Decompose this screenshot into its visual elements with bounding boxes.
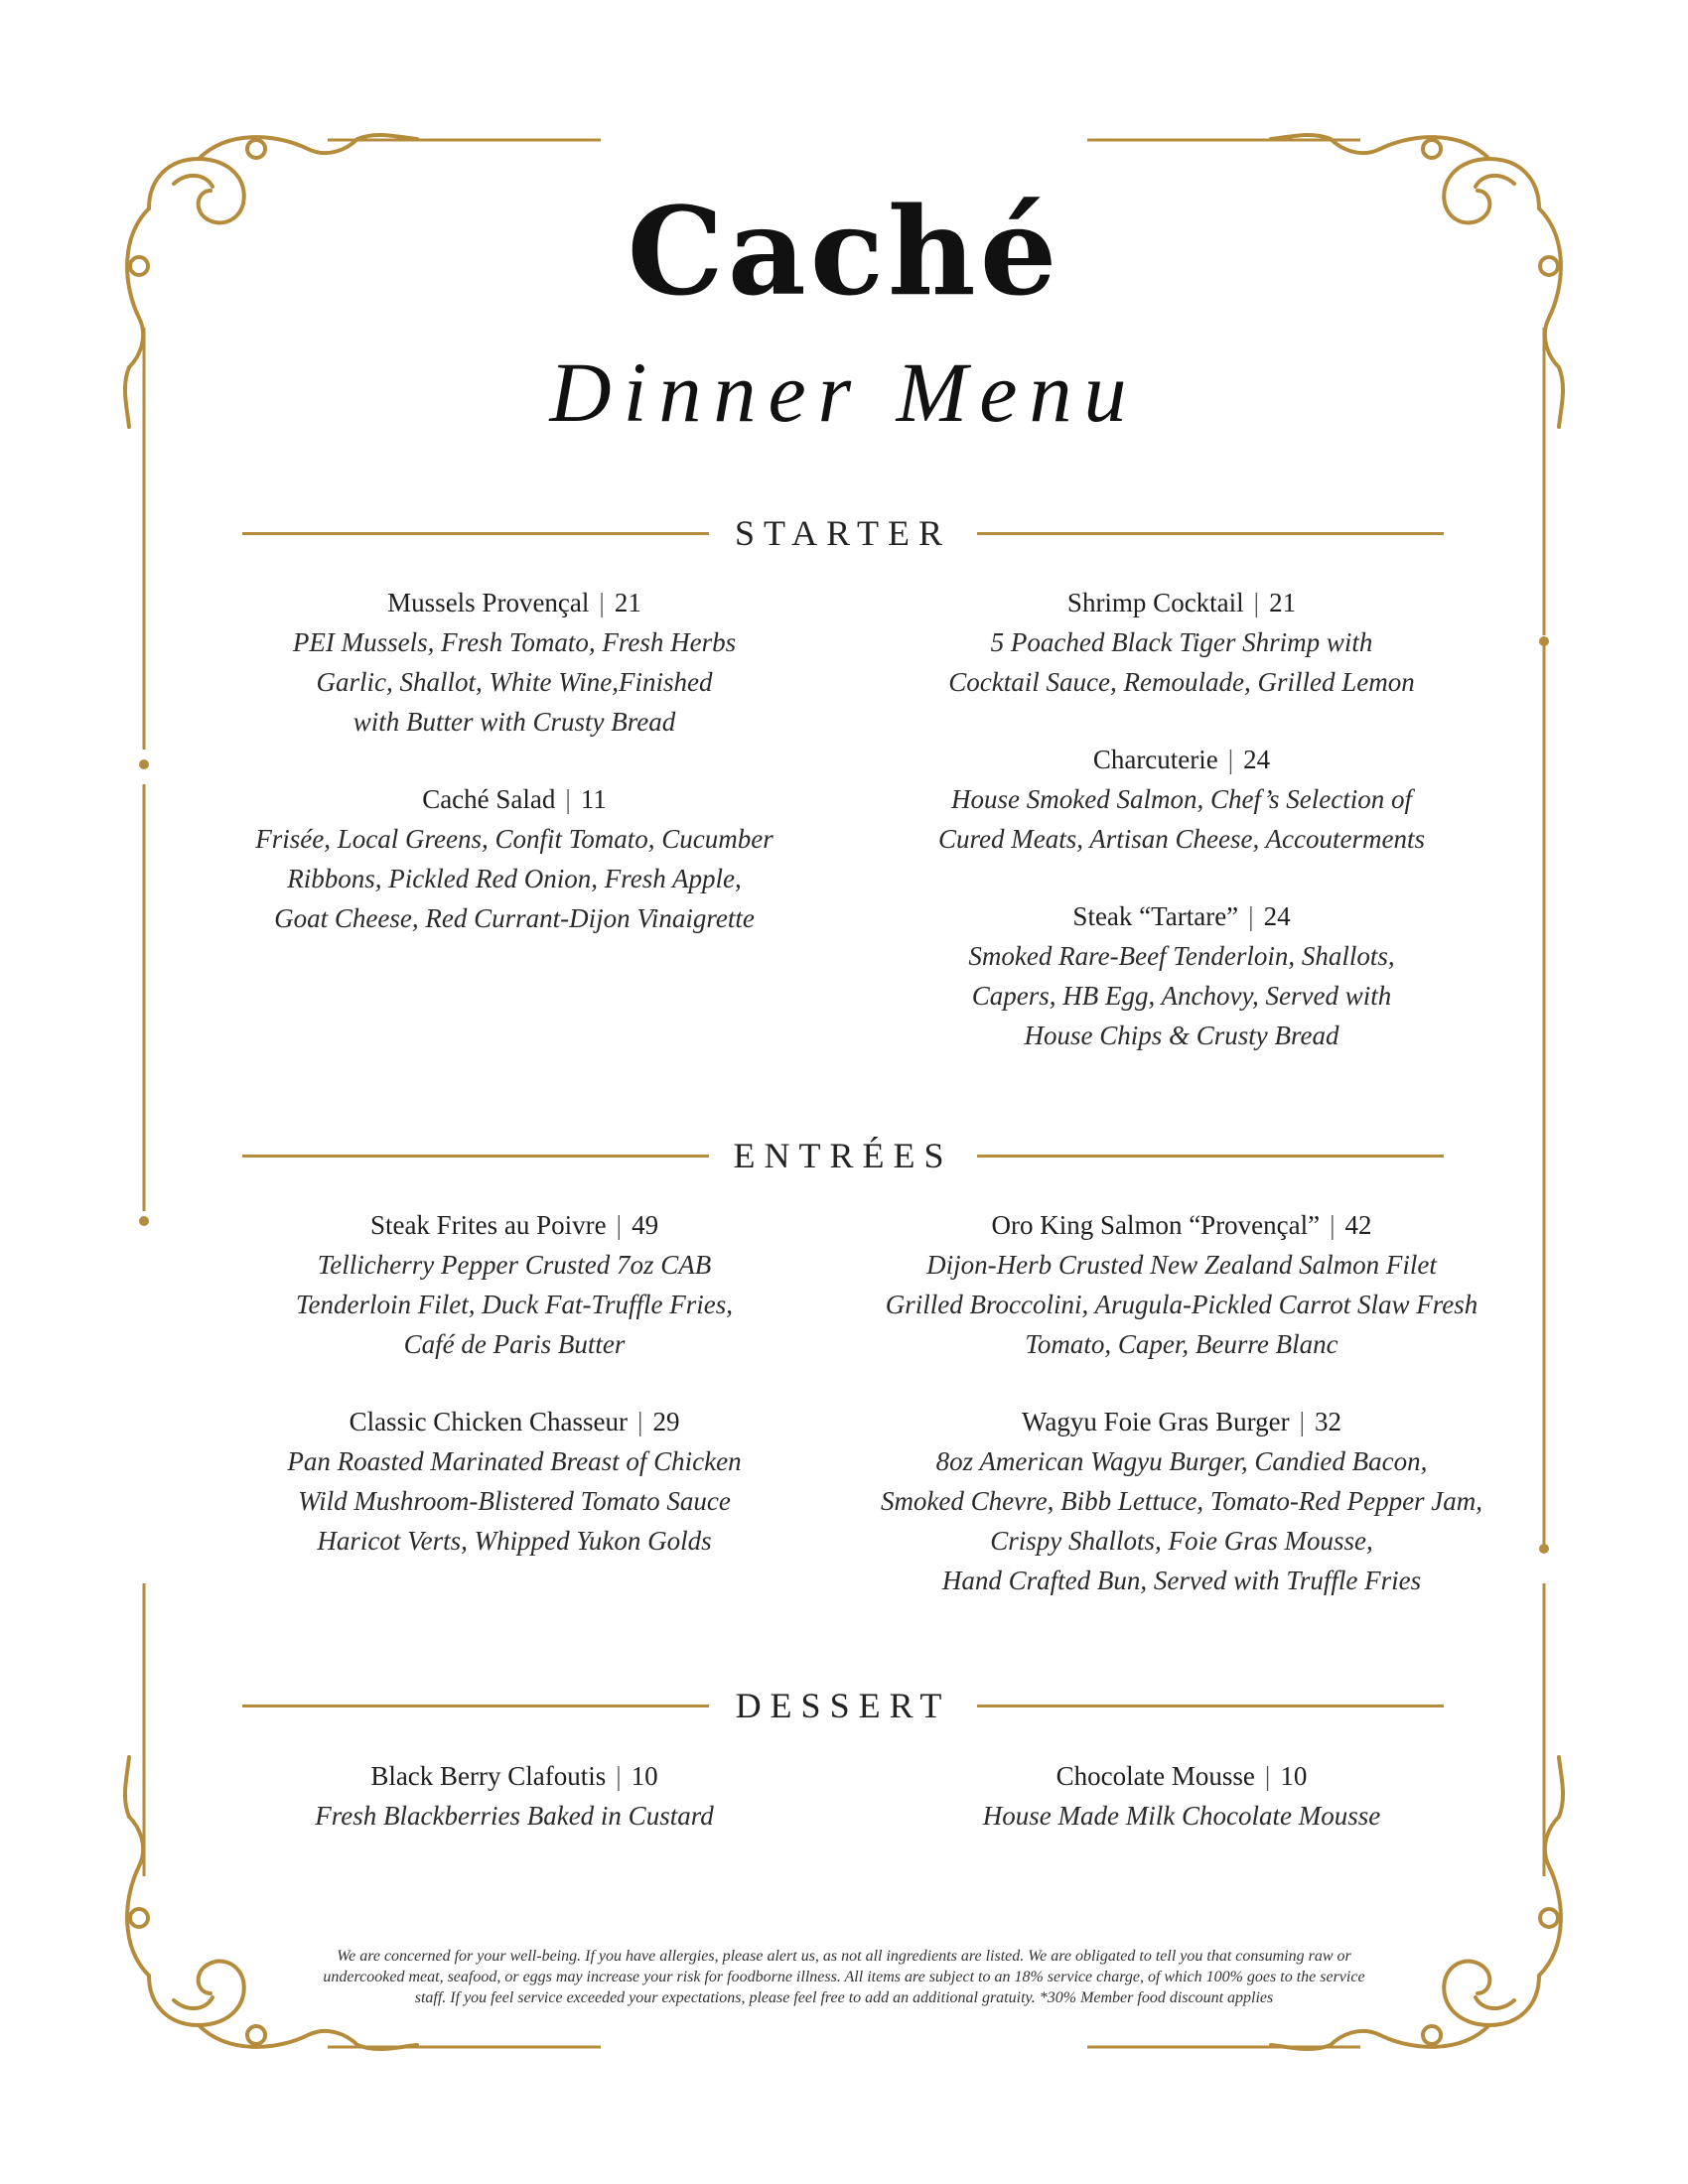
menu-item-description: Dijon-Herb Crusted New Zealand Salmon Filet (926, 1250, 1437, 1280)
menu-item-description: Smoked Rare-Beef Tenderloin, Shallots, (968, 941, 1395, 971)
menu-item-price: 21 (614, 588, 641, 617)
menu-item-description: Capers, HB Egg, Anchovy, Served with (971, 981, 1392, 1011)
menu-item-description: Tellicherry Pepper Crusted 7oz CAB (317, 1250, 712, 1280)
menu-item (834, 1402, 1529, 1600)
section-rule (242, 532, 709, 535)
menu-item-heading (834, 896, 1529, 936)
menu-item-description: Fresh Blackberries Baked in Custard (315, 1801, 714, 1831)
menu-item-name: Shrimp Cocktail (1066, 588, 1244, 617)
dessert-left-column (167, 1756, 862, 1873)
menu-item-description: Tomato, Caper, Beurre Blanc (1025, 1329, 1338, 1359)
menu-item-name: Caché Salad (422, 784, 556, 814)
menu-item-name: Wagyu Foie Gras Burger (1022, 1407, 1290, 1436)
menu-item-description: PEI Mussels, Fresh Tomato, Fresh Herbs (292, 627, 737, 657)
section-rule (977, 532, 1444, 535)
menu-item (834, 896, 1529, 1055)
price-separator: | (1227, 745, 1234, 774)
menu-item-name: Chocolate Mousse (1055, 1761, 1255, 1791)
menu-item-description: Hand Crafted Bun, Served with Truffle Fries (941, 1566, 1422, 1595)
menu-item-heading (167, 1205, 862, 1245)
price-separator: | (1330, 1210, 1336, 1240)
menu-item-price: 10 (1280, 1761, 1308, 1791)
price-separator: | (1248, 901, 1254, 931)
menu-item (167, 1402, 862, 1561)
menu-item-price: 42 (1344, 1210, 1372, 1240)
price-separator: | (1264, 1761, 1271, 1791)
section-title-starter: STARTER (735, 513, 951, 553)
menu-item-name: Steak “Tartare” (1072, 901, 1239, 931)
menu-item-description: Pan Roasted Marinated Breast of Chicken (287, 1446, 742, 1476)
menu-item-price: 24 (1243, 745, 1271, 774)
menu-item-description: Ribbons, Pickled Red Onion, Fresh Apple, (287, 864, 742, 893)
menu-item (167, 1756, 862, 1836)
menu-item-price: 49 (632, 1210, 659, 1240)
menu-item-description: Cocktail Sauce, Remoulade, Grilled Lemon (948, 667, 1415, 697)
menu-item-heading (167, 1402, 862, 1441)
menu-item-description: Goat Cheese, Red Currant-Dijon Vinaigrette (274, 903, 755, 933)
section-rule (977, 1705, 1444, 1707)
menu-item-description: 8oz American Wagyu Burger, Candied Bacon, (935, 1446, 1428, 1476)
menu-item-heading (834, 1402, 1529, 1441)
menu-item-name: Steak Frites au Poivre (369, 1210, 607, 1240)
menu-item (167, 583, 862, 742)
menu-item-description: Café de Paris Butter (403, 1329, 626, 1359)
menu-item-name: Black Berry Clafoutis (370, 1761, 607, 1791)
menu-item-description: Frisée, Local Greens, Confit Tomato, Cucumber (255, 824, 774, 854)
menu-subtitle: Dinner Menu (549, 344, 1139, 440)
menu-item (834, 583, 1529, 702)
menu-item (834, 740, 1529, 859)
section-header-entrees (242, 1134, 1444, 1177)
starter-right-column (834, 583, 1529, 1093)
menu-item (834, 1205, 1529, 1364)
price-separator: | (565, 784, 571, 814)
menu-item (167, 779, 862, 938)
price-separator: | (1253, 588, 1260, 617)
menu-item-price: 11 (580, 784, 607, 814)
section-header-starter (242, 511, 1444, 555)
section-rule (242, 1705, 709, 1707)
menu-item-heading (167, 779, 862, 819)
disclaimer-line: undercooked meat, seafood, or eggs may increase your risk for foodborne illness. All items are subject to an 18% service charge, of which 100% goes to the service (323, 1969, 1365, 1985)
menu-item-price: 32 (1314, 1407, 1341, 1436)
menu-item-name: Charcuterie (1092, 745, 1218, 774)
menu-item-heading (834, 740, 1529, 779)
menu-item-name: Oro King Salmon “Provençal” (991, 1210, 1321, 1240)
price-separator: | (599, 588, 605, 617)
starter-left-column (167, 583, 862, 976)
price-separator: | (637, 1407, 643, 1436)
menu-item-description: House Made Milk Chocolate Mousse (982, 1801, 1381, 1831)
restaurant-title: Caché (627, 180, 1061, 323)
menu-item-name: Mussels Provençal (387, 588, 590, 617)
price-separator: | (616, 1210, 623, 1240)
menu-item-price: 24 (1263, 901, 1291, 931)
menu-item-description: 5 Poached Black Tiger Shrimp with (990, 627, 1373, 657)
menu-item-price: 10 (631, 1761, 658, 1791)
menu-item-description: House Chips & Crusty Bread (1024, 1021, 1339, 1050)
menu-item-description: Tenderloin Filet, Duck Fat-Truffle Fries, (296, 1290, 733, 1319)
section-rule (977, 1155, 1444, 1158)
price-separator: | (616, 1761, 622, 1791)
dessert-right-column (834, 1756, 1529, 1873)
entrees-left-column (167, 1205, 862, 1598)
menu-item-heading (167, 583, 862, 622)
section-header-dessert (242, 1684, 1444, 1727)
entrees-right-column (834, 1205, 1529, 1638)
menu-item-description: Garlic, Shallot, White Wine,Finished (316, 667, 713, 697)
section-rule (242, 1155, 709, 1158)
menu-item-description: Smoked Chevre, Bibb Lettuce, Tomato-Red Pepper Jam, (880, 1486, 1483, 1516)
menu-item-heading (167, 1756, 862, 1796)
menu-item-description: Haricot Verts, Whipped Yukon Golds (317, 1526, 712, 1556)
menu-item-name: Classic Chicken Chasseur (349, 1407, 629, 1436)
menu-item (167, 1205, 862, 1364)
menu-item-heading (834, 1205, 1529, 1245)
price-separator: | (1299, 1407, 1305, 1436)
menu-item-description: Wild Mushroom-Blistered Tomato Sauce (298, 1486, 731, 1516)
menu-item-description: with Butter with Crusty Bread (352, 707, 676, 737)
disclaimer-line: We are concerned for your well-being. If you have allergies, please alert us, as not all ingredients are listed. We are obligated to tell you that consuming raw or (337, 1948, 1351, 1965)
menu-item-price: 29 (652, 1407, 680, 1436)
allergy-disclaimer (248, 1946, 1440, 2008)
menu-item-heading (834, 583, 1529, 622)
section-title-dessert: DESSERT (735, 1686, 951, 1725)
menu-item-description: Cured Meats, Artisan Cheese, Accouterments (938, 824, 1425, 854)
section-title-entrees: ENTRÉES (733, 1136, 953, 1175)
menu-item-description: Grilled Broccolini, Arugula-Pickled Carrot Slaw Fresh (885, 1290, 1478, 1319)
menu-item-heading (834, 1756, 1529, 1796)
menu-item-description: House Smoked Salmon, Chef’s Selection of (951, 784, 1412, 814)
menu-item (834, 1756, 1529, 1836)
menu-item-description: Crispy Shallots, Foie Gras Mousse, (990, 1526, 1373, 1556)
menu-item-price: 21 (1269, 588, 1297, 617)
disclaimer-line: staff. If you feel service exceeded your expectations, please feel free to add an additional gratuity. *30% Member food discount applies (414, 1989, 1274, 2006)
